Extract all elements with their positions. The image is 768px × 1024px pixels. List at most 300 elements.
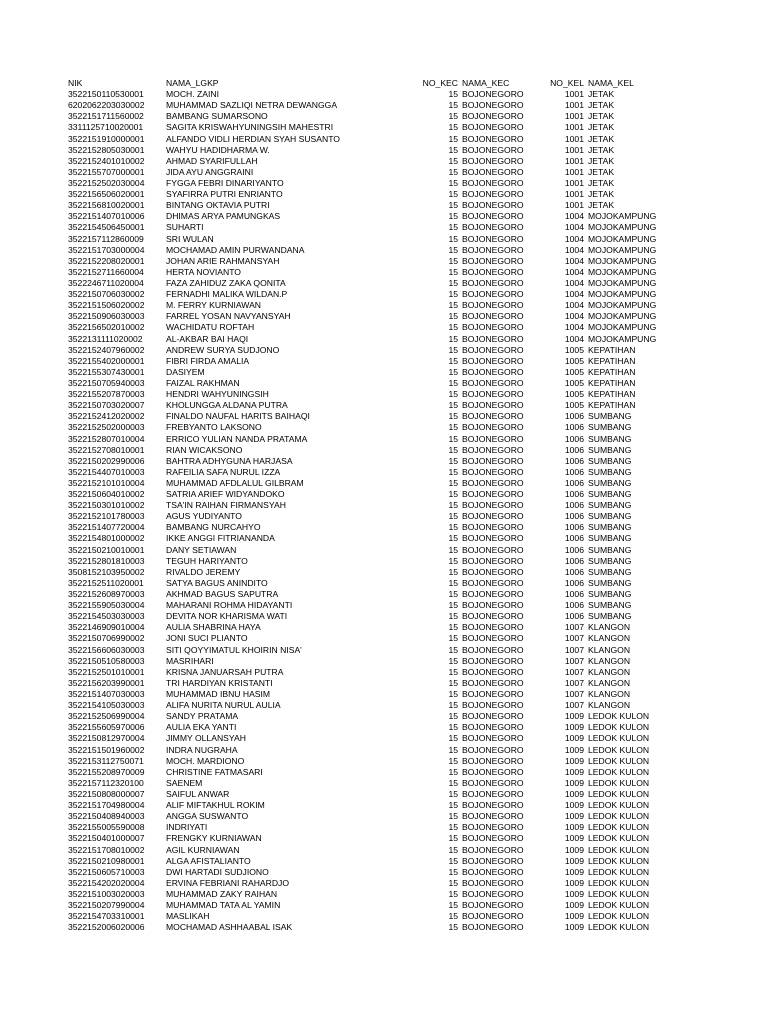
cell-no-kec: 15 [448, 633, 458, 644]
cell-no-kec: 15 [448, 922, 458, 933]
cell-nama-kec: BOJONEGORO [462, 744, 524, 755]
cell-nama-lgkp: RIAN WICAKSONO [166, 444, 243, 455]
cell-no-kec: 15 [448, 777, 458, 788]
cell-nik: 3522152805030001 [68, 144, 145, 155]
cell-nik: 3522150808000007 [68, 789, 145, 799]
cell-nama-kec: BOJONEGORO [462, 722, 524, 733]
cell-nama-kec: BOJONEGORO [462, 666, 524, 677]
cell-nik: 3522154202020004 [68, 877, 145, 888]
cell-nama-kel: SUMBANG [588, 422, 632, 433]
cell-nama-lgkp: SANDY PRATAMA [166, 711, 239, 722]
cell-no-kec: 15 [448, 377, 458, 388]
cell-nik: 3522151407720004 [68, 522, 145, 533]
cell-nik: 3522155307430001 [68, 366, 145, 377]
cell-nik: 3522156810020001 [68, 200, 145, 211]
cell-nama-lgkp: BAMBANG SUMARSONO [166, 111, 268, 122]
cell-nama-kec: BOJONEGORO [462, 822, 524, 833]
cell-nama-kec: BOJONEGORO [462, 811, 524, 822]
cell-nama-kel: LEDOK KULON [588, 900, 650, 911]
cell-no-kec: 15 [448, 711, 458, 722]
cell-nama-kel: JETAK [588, 133, 615, 144]
cell-nik: 3522151711560002 [68, 111, 144, 122]
cell-nik: 3522154703310001 [68, 911, 145, 922]
cell-nik: 3522150510580003 [68, 655, 145, 666]
cell-nama-kel: JETAK [588, 100, 615, 111]
cell-nama-kec: BOJONEGORO [462, 200, 524, 211]
cell-nik: 3522150207990004 [68, 900, 145, 911]
cell-nama-lgkp: BAHTRA ADHYGUNA HARJASA [166, 455, 293, 466]
cell-nama-kec: BOJONEGORO [462, 677, 524, 688]
cell-nama-lgkp: SITI QOYYIMATUL KHOIRIN NISA' [166, 644, 302, 655]
cell-no-kel: 1009 [564, 711, 584, 722]
cell-no-kec: 15 [448, 877, 458, 888]
cell-nama-kel: SUMBANG [588, 544, 632, 555]
cell-no-kel: 1007 [564, 633, 584, 644]
cell-nama-kel: KLANGON [588, 633, 631, 644]
cell-no-kel: 1009 [564, 800, 584, 811]
cell-nik: 3522155402000001 [68, 355, 145, 366]
cell-nik: 3522154503030003 [68, 611, 145, 622]
cell-nama-lgkp: FIBRI FIRDA AMALIA [166, 355, 250, 366]
cell-no-kel: 1006 [564, 466, 584, 477]
cell-nama-kel: SUMBANG [588, 555, 632, 566]
cell-nama-lgkp: WAHYU HADIDHARMA W. [166, 144, 270, 155]
cell-nik: 3522156606030003 [68, 644, 145, 655]
cell-nama-kec: BOJONEGORO [462, 888, 524, 899]
header-nik: NIK [68, 78, 83, 88]
cell-no-kec: 15 [448, 411, 458, 422]
cell-nik: 3522151501960002 [68, 744, 145, 755]
cell-nama-lgkp: SRI WULAN [166, 233, 214, 244]
cell-nama-lgkp: MUHAMMAD TATA AL YAMIN [166, 900, 281, 911]
cell-nama-kel: LEDOK KULON [588, 822, 650, 833]
cell-nama-kel: MOJOKAMPUNG [588, 277, 657, 288]
cell-nama-lgkp: JIDA AYU ANGGRAINI [166, 166, 254, 177]
cell-no-kel: 1004 [564, 277, 584, 288]
cell-nik: 3522152711660004 [68, 266, 144, 277]
cell-nama-kel: SUMBANG [588, 477, 632, 488]
cell-nama-kec: BOJONEGORO [462, 177, 524, 188]
cell-no-kel: 1006 [564, 611, 584, 622]
cell-nama-lgkp: DASIYEM [166, 366, 205, 377]
cell-nik: 3522146909010004 [68, 622, 145, 633]
cell-no-kec: 15 [448, 144, 458, 155]
cell-no-kel: 1006 [564, 600, 584, 611]
cell-nama-kel: SUMBANG [588, 455, 632, 466]
cell-nama-kec: BOJONEGORO [462, 233, 524, 244]
cell-nama-lgkp: HERTA NOVIANTO [166, 266, 241, 277]
cell-nik: 3522157112860009 [68, 233, 144, 244]
cell-nama-lgkp: INDRIYATI [166, 822, 208, 833]
cell-nik: 3522152501010001 [68, 666, 145, 677]
cell-nama-lgkp: SYAFIRRA PUTRI ENRIANTO [166, 189, 283, 200]
cell-no-kec: 15 [448, 811, 458, 822]
cell-no-kec: 15 [448, 422, 458, 433]
cell-nama-kec: BOJONEGORO [462, 455, 524, 466]
cell-no-kel: 1009 [564, 900, 584, 911]
cell-no-kel: 1009 [564, 855, 584, 866]
cell-nama-kel: MOJOKAMPUNG [588, 233, 657, 244]
cell-nama-kel: LEDOK KULON [588, 766, 650, 777]
cell-nik: 3522151407030003 [68, 689, 145, 700]
cell-no-kec: 15 [448, 477, 458, 488]
cell-nama-lgkp: BAMBANG NURCAHYO [166, 522, 261, 533]
cell-nama-kel: KLANGON [588, 655, 631, 666]
cell-nama-lgkp: AHMAD SYARIFULLAH [166, 155, 258, 166]
header-no-kec: NO_KEC [422, 78, 458, 88]
cell-nik: 3522151704980004 [68, 800, 145, 811]
cell-no-kel: 1004 [564, 266, 584, 277]
cell-nama-kec: BOJONEGORO [462, 855, 524, 866]
cell-no-kel: 1004 [564, 311, 584, 322]
cell-nik: 3522150301010002 [68, 500, 145, 511]
cell-no-kel: 1009 [564, 744, 584, 755]
cell-nik: 3522150706990002 [68, 633, 145, 644]
cell-no-kec: 15 [448, 666, 458, 677]
cell-nama-kel: JETAK [588, 200, 615, 211]
cell-nama-lgkp: SAENEM [166, 777, 203, 788]
cell-no-kec: 15 [448, 177, 458, 188]
cell-nama-kec: BOJONEGORO [462, 655, 524, 666]
cell-nama-kel: LEDOK KULON [588, 744, 650, 755]
cell-nama-kec: BOJONEGORO [462, 277, 524, 288]
cell-no-kel: 1004 [564, 289, 584, 300]
cell-no-kec: 15 [448, 366, 458, 377]
cell-nik: 3522152401010002 [68, 155, 145, 166]
cell-no-kec: 15 [448, 189, 458, 200]
cell-no-kec: 15 [448, 555, 458, 566]
cell-nama-kec: BOJONEGORO [462, 444, 524, 455]
cell-no-kel: 1004 [564, 211, 584, 222]
cell-nama-kel: JETAK [588, 177, 615, 188]
cell-no-kec: 15 [448, 500, 458, 511]
cell-nama-kel: KEPATIHAN [588, 377, 636, 388]
cell-nik: 3522152101780003 [68, 511, 145, 522]
cell-no-kec: 15 [448, 255, 458, 266]
cell-nama-kel: SUMBANG [588, 433, 632, 444]
cell-no-kel: 1004 [564, 322, 584, 333]
cell-no-kec: 15 [448, 789, 458, 799]
cell-no-kec: 15 [448, 311, 458, 322]
cell-nama-lgkp: JOHAN ARIE RAHMANSYAH [166, 255, 280, 266]
cell-no-kec: 15 [448, 744, 458, 755]
cell-no-kec: 15 [448, 277, 458, 288]
cell-no-kec: 15 [448, 577, 458, 588]
cell-nama-kel: SUMBANG [588, 489, 632, 500]
cell-nama-kec: BOJONEGORO [462, 789, 524, 799]
cell-nama-kel: KLANGON [588, 644, 631, 655]
cell-no-kec: 15 [448, 511, 458, 522]
cell-no-kec: 15 [448, 888, 458, 899]
cell-nama-lgkp: MUHAMMAD IBNU HASIM [166, 689, 271, 700]
cell-nama-lgkp: FYGGA FEBRI DINARIYANTO [166, 177, 284, 188]
cell-no-kec: 15 [448, 566, 458, 577]
cell-no-kel: 1009 [564, 733, 584, 744]
cell-nama-kec: BOJONEGORO [462, 422, 524, 433]
cell-nama-lgkp: SATRIA ARIEF WIDYANDOKO [166, 489, 285, 500]
cell-no-kel: 1006 [564, 577, 584, 588]
cell-no-kec: 15 [448, 544, 458, 555]
cell-no-kel: 1005 [564, 377, 584, 388]
cell-nama-kec: BOJONEGORO [462, 100, 524, 111]
cell-nama-kec: BOJONEGORO [462, 566, 524, 577]
cell-no-kec: 15 [448, 489, 458, 500]
cell-nik: 3522155905030004 [68, 600, 145, 611]
cell-nama-kel: SUMBANG [588, 600, 632, 611]
cell-nama-lgkp: MOCH. ZAINI [166, 89, 219, 100]
cell-nama-lgkp: RAFEILIA SAFA NURUL IZZA [166, 466, 281, 477]
cell-nama-kel: SUMBANG [588, 411, 632, 422]
cell-no-kec: 15 [448, 600, 458, 611]
cell-no-kel: 1006 [564, 544, 584, 555]
cell-no-kec: 15 [448, 300, 458, 311]
cell-no-kel: 1006 [564, 489, 584, 500]
cell-no-kec: 15 [448, 644, 458, 655]
cell-nama-lgkp: AULIA SHABRINA HAYA [166, 622, 261, 633]
cell-no-kel: 1006 [564, 444, 584, 455]
cell-nik: 3522150408940003 [68, 811, 145, 822]
cell-nik: 3522150210010001 [68, 544, 145, 555]
cell-nama-lgkp: CHRISTINE FATMASARI [166, 766, 263, 777]
cell-no-kec: 15 [448, 700, 458, 711]
cell-nama-lgkp: AKHMAD BAGUS SAPUTRA [166, 589, 279, 600]
cell-nik: 3522131111020002 [68, 333, 143, 344]
cell-no-kel: 1006 [564, 533, 584, 544]
cell-no-kel: 1004 [564, 300, 584, 311]
cell-nama-kel: KEPATIHAN [588, 344, 636, 355]
cell-nama-lgkp: MOCHAMAD ASHHAABAL ISAK [166, 922, 293, 933]
cell-nama-kel: MOJOKAMPUNG [588, 322, 657, 333]
cell-nama-kec: BOJONEGORO [462, 222, 524, 233]
cell-nama-kec: BOJONEGORO [462, 466, 524, 477]
cell-no-kel: 1004 [564, 233, 584, 244]
cell-nama-lgkp: TEGUH HARIYANTO [166, 555, 248, 566]
cell-nama-kec: BOJONEGORO [462, 577, 524, 588]
cell-nama-kel: LEDOK KULON [588, 833, 650, 844]
cell-no-kel: 1009 [564, 911, 584, 922]
cell-no-kel: 1006 [564, 522, 584, 533]
cell-nik: 3522152807010004 [68, 433, 145, 444]
cell-no-kec: 15 [448, 322, 458, 333]
cell-nama-lgkp: FREBYANTO LAKSONO [166, 422, 262, 433]
cell-nama-kec: BOJONEGORO [462, 555, 524, 566]
cell-no-kel: 1009 [564, 755, 584, 766]
cell-nama-kel: MOJOKAMPUNG [588, 300, 657, 311]
cell-nik: 3522155005590008 [68, 822, 145, 833]
cell-no-kel: 1001 [564, 89, 584, 100]
cell-nik: 3522156506020001 [68, 189, 145, 200]
cell-no-kel: 1007 [564, 666, 584, 677]
cell-no-kec: 15 [448, 400, 458, 411]
cell-nama-kel: LEDOK KULON [588, 789, 650, 799]
cell-no-kel: 1006 [564, 566, 584, 577]
cell-nama-lgkp: JIMMY OLLANSYAH [166, 733, 246, 744]
cell-nama-kel: KLANGON [588, 689, 631, 700]
cell-no-kel: 1005 [564, 400, 584, 411]
cell-no-kel: 1004 [564, 333, 584, 344]
cell-no-kec: 15 [448, 289, 458, 300]
cell-nama-kec: BOJONEGORO [462, 311, 524, 322]
cell-no-kec: 15 [448, 677, 458, 688]
cell-no-kel: 1007 [564, 644, 584, 655]
header-nama-kel: NAMA_KEL [588, 78, 634, 88]
cell-nama-kec: BOJONEGORO [462, 411, 524, 422]
cell-no-kec: 15 [448, 533, 458, 544]
cell-nama-kel: LEDOK KULON [588, 800, 650, 811]
cell-nama-lgkp: AGIL KURNIAWAN [166, 844, 240, 855]
cell-nama-kel: SUMBANG [588, 466, 632, 477]
cell-nama-kel: KLANGON [588, 700, 631, 711]
cell-nama-kec: BOJONEGORO [462, 711, 524, 722]
cell-nama-kel: JETAK [588, 89, 615, 100]
cell-nama-kel: MOJOKAMPUNG [588, 211, 657, 222]
cell-no-kel: 1007 [564, 677, 584, 688]
cell-no-kec: 15 [448, 522, 458, 533]
cell-nama-kec: BOJONEGORO [462, 322, 524, 333]
cell-nama-kel: JETAK [588, 144, 615, 155]
cell-no-kec: 15 [448, 100, 458, 111]
cell-nik: 3522150202990006 [68, 455, 145, 466]
cell-nama-kec: BOJONEGORO [462, 111, 524, 122]
cell-nama-lgkp: MUHAMMAD SAZLIQI NETRA DEWANGGA [166, 100, 338, 111]
cell-nama-lgkp: SATYA BAGUS ANINDITO [166, 577, 268, 588]
cell-nama-kec: BOJONEGORO [462, 500, 524, 511]
cell-nama-kel: MOJOKAMPUNG [588, 266, 657, 277]
cell-nama-kec: BOJONEGORO [462, 700, 524, 711]
cell-nama-lgkp: TSA'IN RAIHAN FIRMANSYAH [166, 500, 286, 511]
cell-nik: 3522152502030004 [68, 177, 145, 188]
cell-nama-kec: BOJONEGORO [462, 344, 524, 355]
cell-nama-kel: KLANGON [588, 677, 631, 688]
cell-no-kel: 1009 [564, 922, 584, 933]
cell-no-kec: 15 [448, 755, 458, 766]
cell-nik: 3522152708010001 [68, 444, 145, 455]
cell-nama-kec: BOJONEGORO [462, 589, 524, 600]
cell-no-kel: 1005 [564, 355, 584, 366]
cell-nik: 3522152801810003 [68, 555, 145, 566]
cell-no-kel: 1001 [564, 133, 584, 144]
cell-nama-kel: KEPATIHAN [588, 400, 636, 411]
cell-nama-kec: BOJONEGORO [462, 211, 524, 222]
cell-nama-kel: KEPATIHAN [588, 355, 636, 366]
cell-nik: 3522152006020006 [68, 922, 145, 933]
cell-nama-lgkp: JONI SUCI PLIANTO [166, 633, 248, 644]
cell-nama-kec: BOJONEGORO [462, 644, 524, 655]
cell-no-kel: 1001 [564, 122, 584, 133]
cell-no-kec: 15 [448, 122, 458, 133]
cell-no-kel: 1009 [564, 722, 584, 733]
cell-nama-lgkp: HENDRI WAHYUNINGSIH [166, 389, 269, 400]
cell-nama-lgkp: WACHIDATU ROFTAH [166, 322, 255, 333]
cell-nama-lgkp: DEVITA NOR KHARISMA WATI [166, 611, 288, 622]
header-no-kel: NO_KEL [550, 78, 584, 88]
cell-nama-lgkp: FAZA ZAHIDUZ ZAKA QONITA [166, 277, 286, 288]
cell-nik: 3522154801000002 [68, 533, 145, 544]
cell-no-kec: 15 [448, 911, 458, 922]
cell-nama-kec: BOJONEGORO [462, 122, 524, 133]
cell-nama-lgkp: RIVALDO JEREMY [166, 566, 241, 577]
cell-nama-lgkp: ANGGA SUSWANTO [166, 811, 249, 822]
cell-nama-kec: BOJONEGORO [462, 300, 524, 311]
cell-no-kel: 1006 [564, 589, 584, 600]
cell-nama-kec: BOJONEGORO [462, 477, 524, 488]
cell-no-kel: 1006 [564, 411, 584, 422]
cell-no-kec: 15 [448, 800, 458, 811]
cell-nama-lgkp: MUHAMMAD AFDLALUL GILBRAM [166, 477, 304, 488]
cell-no-kec: 15 [448, 233, 458, 244]
cell-nama-kec: BOJONEGORO [462, 133, 524, 144]
cell-nama-lgkp: AULIA EKA YANTI [166, 722, 237, 733]
cell-nama-kec: BOJONEGORO [462, 866, 524, 877]
cell-no-kec: 15 [448, 844, 458, 855]
cell-nama-kec: BOJONEGORO [462, 244, 524, 255]
cell-nik: 3522154506450001 [68, 222, 145, 233]
cell-nama-lgkp: BINTANG OKTAVIA PUTRI [166, 200, 270, 211]
cell-nik: 6202062203030002 [68, 100, 145, 111]
cell-no-kel: 1006 [564, 455, 584, 466]
cell-nama-kel: KLANGON [588, 622, 631, 633]
cell-nama-lgkp: MOCH. MARDIONO [166, 755, 245, 766]
cell-nik: 3522150604010002 [68, 489, 145, 500]
cell-no-kec: 15 [448, 89, 458, 100]
cell-no-kec: 15 [448, 733, 458, 744]
cell-nama-kec: BOJONEGORO [462, 833, 524, 844]
cell-nik: 3522150210980001 [68, 855, 145, 866]
cell-nama-kel: SUMBANG [588, 511, 632, 522]
cell-nama-lgkp: TRI HARDIYAN KRISTANTI [166, 677, 273, 688]
cell-no-kel: 1006 [564, 477, 584, 488]
cell-nik: 3522150401000007 [68, 833, 145, 844]
cell-no-kec: 15 [448, 444, 458, 455]
cell-nama-lgkp: KHOLUNGGA ALDANA PUTRA [166, 400, 288, 411]
cell-nik: 3522151506020002 [68, 300, 145, 311]
cell-no-kel: 1004 [564, 222, 584, 233]
cell-no-kec: 15 [448, 133, 458, 144]
cell-no-kel: 1006 [564, 433, 584, 444]
cell-no-kec: 15 [448, 355, 458, 366]
cell-no-kec: 15 [448, 211, 458, 222]
cell-nik: 3522155207870003 [68, 389, 145, 400]
cell-nik: 3522154105030003 [68, 700, 145, 711]
cell-nama-kec: BOJONEGORO [462, 355, 524, 366]
cell-nik: 3522150703020007 [68, 400, 145, 411]
cell-nik: 3522150706030002 [68, 289, 145, 300]
cell-no-kec: 15 [448, 822, 458, 833]
cell-nama-lgkp: DHIMAS ARYA PAMUNGKAS [166, 211, 281, 222]
cell-nama-kel: MOJOKAMPUNG [588, 222, 657, 233]
cell-nik: 3522150705940003 [68, 377, 145, 388]
cell-no-kel: 1006 [564, 555, 584, 566]
cell-nama-kec: BOJONEGORO [462, 800, 524, 811]
cell-nik: 3522152608970003 [68, 589, 145, 600]
cell-nama-lgkp: MASLIKAH [166, 911, 210, 922]
cell-nama-lgkp: DANY SETIAWAN [166, 544, 237, 555]
cell-nama-kec: BOJONEGORO [462, 366, 524, 377]
cell-no-kec: 15 [448, 166, 458, 177]
cell-no-kel: 1005 [564, 389, 584, 400]
cell-nama-kel: LEDOK KULON [588, 733, 650, 744]
cell-nama-kel: LEDOK KULON [588, 866, 650, 877]
cell-nama-lgkp: FRENGKY KURNIAWAN [166, 833, 262, 844]
cell-no-kel: 1001 [564, 144, 584, 155]
header-nama-kec: NAMA_KEC [462, 78, 510, 88]
cell-no-kel: 1001 [564, 111, 584, 122]
cell-no-kec: 15 [448, 466, 458, 477]
cell-nama-kel: LEDOK KULON [588, 922, 650, 933]
cell-nama-kec: BOJONEGORO [462, 489, 524, 500]
cell-no-kel: 1009 [564, 822, 584, 833]
cell-nik: 3522150812970004 [68, 733, 145, 744]
